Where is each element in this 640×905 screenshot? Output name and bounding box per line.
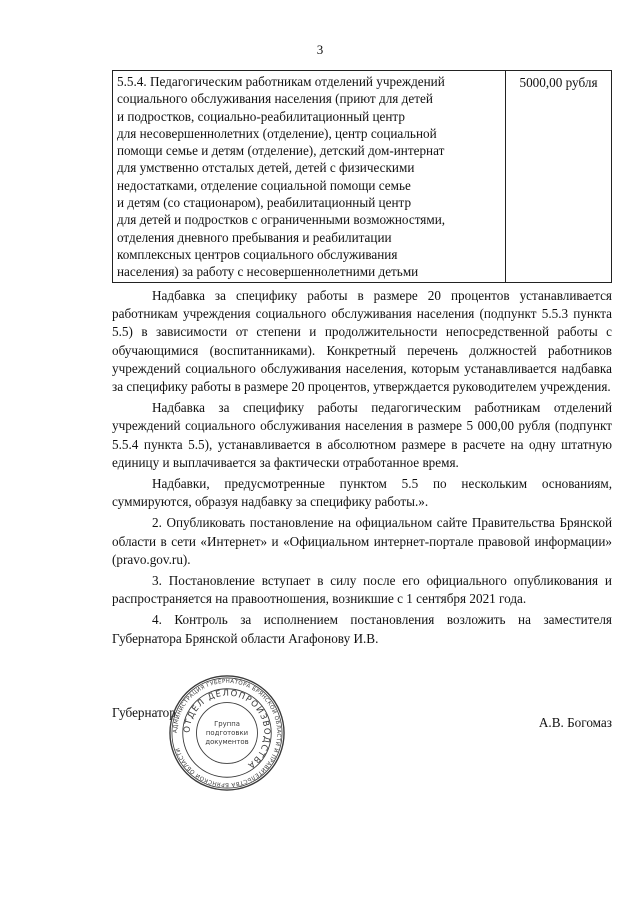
table-row — [113, 71, 612, 283]
signatory-name: А.В. Богомаз — [538, 715, 612, 730]
description-line: помощи семье и детям (отделение), детский дом-интернат — [117, 143, 445, 159]
description-line: и подростков, социально-реабилитационный центр — [117, 108, 405, 124]
description-line: комплексных центров социального обслуживания — [117, 246, 398, 262]
signatory-title: Губернатор — [112, 705, 176, 720]
table-cell-amount: 5000,00 рубля — [506, 71, 612, 283]
paragraph-entry-into-force: 3. Постановление вступает в силу после его официального опубликования и распространяется на правоотношения, возникшие с 1 сентября 2021 года. — [112, 573, 612, 607]
description-line: населения) за работу с несовершеннолетними детьми — [117, 264, 419, 280]
page-number: 3 — [316, 42, 324, 57]
paragraph-allowance-summation: Надбавки, предусмотренные пунктом 5.5 по нескольким основаниям, суммируются, образуя надбавку за специфику работы.». — [112, 476, 612, 510]
description-line: 5.5.4. Педагогическим работникам отделений учреждений — [117, 74, 445, 89]
document-body — [112, 287, 612, 648]
allowance-table — [112, 70, 612, 283]
table-cell-description — [113, 71, 506, 283]
description-line: отделения дневного пребывания и реабилитации — [117, 229, 392, 245]
official-stamp — [168, 674, 286, 792]
description-line: для несовершеннолетних (отделение), центр социальной — [117, 125, 437, 141]
description-line: для умственно отсталых детей, детей с физическими — [117, 160, 415, 176]
paragraph-specific-allowance-20: Надбавка за специфику работы в размере 20 процентов устанавливается работникам учреждения социального обслуживания населения (подпункт 5.5.3 пункта 5.5) в зависимости от степени и продолжительности непосредственной работы с обучающимися (воспитанниками). Конкретный перечень должностей работников учреждений социального обслуживания населения, которым устанавливается надбавка за специфику работы в размере 20 процентов, утверждается руководителем учреждения. — [112, 288, 612, 395]
stamp-center-line: Группа — [214, 720, 240, 729]
description-line: недостатками, отделение социальной помощи семье — [117, 177, 411, 193]
description-line: и детям (со стационаром), реабилитационный центр — [117, 195, 412, 211]
stamp-outer-text: АДМИНИСТРАЦИЯ ГУБЕРНАТОРА БРЯНСКОЙ ОБЛАСТИ И ПРАВИТЕЛЬСТВА БРЯНСКОЙ ОБЛАСТИ — [172, 678, 282, 788]
paragraph-control: 4. Контроль за исполнением постановления возложить на заместителя Губернатора Брянской области Агафонову И.В. — [112, 612, 612, 646]
description-line: социального обслуживания населения (приют для детей — [117, 91, 433, 107]
stamp-center-line: подготовки — [205, 728, 249, 737]
stamp-center-line: документов — [205, 737, 249, 746]
paragraph-publication: 2. Опубликовать постановление на официальном сайте Правительства Брянской области в сети «Интернет» и «Официальном интернет-портале правовой информации» (pravo.gov.ru). — [112, 515, 612, 567]
paragraph-specific-allowance-pedagogical: Надбавка за специфику работы педагогическим работникам отделений учреждений социального обслуживания населения в размере 5 000,00 рубля (подпункт 5.5.4 пункта 5.5), устанавливается в абсолютном размере в расчете на одну штатную единицу и выплачивается за фактически отработанное время. — [112, 400, 612, 470]
stamp-middle-text: ОТДЕЛ ДЕЛОПРОИЗВОДСТВА — [181, 687, 273, 772]
description-line: для детей и подростков с ограниченными возможностями, — [117, 212, 446, 228]
